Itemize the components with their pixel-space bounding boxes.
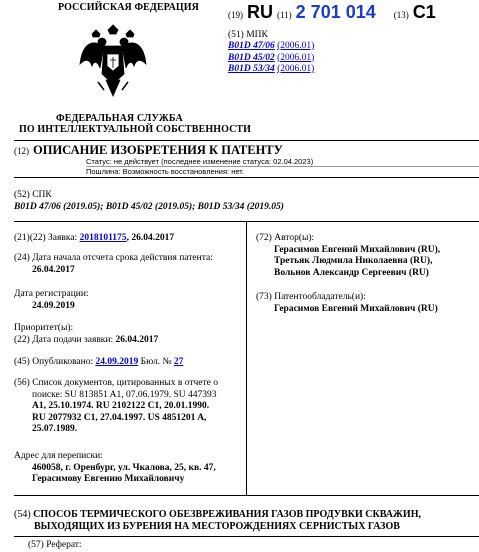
patent-number-link[interactable]: 2 701 014 <box>295 2 376 22</box>
org-name-line1: ФЕДЕРАЛЬНАЯ СЛУЖБА <box>56 113 183 124</box>
kind-code: C1 <box>412 2 436 22</box>
term-start-field: (24) Дата начала отсчета срока действия патента: 26.04.2017 <box>14 253 213 275</box>
priority-field: Приоритет(ы): (22) Дата подачи заявки: 26.04.2017 <box>14 323 159 345</box>
author-name: Третьяк Людмила Николаевна (RU), <box>274 256 433 266</box>
coat-of-arms-emblem <box>78 24 148 102</box>
mpk-item[interactable]: B01D 45/02 (2006.01) <box>228 52 315 63</box>
address-line: 460058, г. Оренбург, ул. Чкалова, 25, кв. 47, <box>32 462 216 473</box>
owner-field: (73) Патентообладатель(и): Герасимов Евгений Михайлович (RU) <box>256 292 438 314</box>
correspondence-address: Адрес для переписки: 460058, г. Оренбург, ул. Чкалова, 25, кв. 47, Герасимову Евгению Михайловичу <box>14 451 216 484</box>
document-title: (12) ОПИСАНИЕ ИЗОБРЕТЕНИЯ К ПАТЕНТУ <box>14 143 283 157</box>
cited-line: 25.07.1989. <box>32 424 78 434</box>
country-code: RU <box>247 2 273 22</box>
cited-line: A1, 25.10.1974. RU 2102122 C1, 20.01.1990. <box>32 401 210 411</box>
org-name-line2: ПО ИНТЕЛЛЕКТУАЛЬНОЙ СОБСТВЕННОСТИ <box>19 124 252 135</box>
abstract-label: (57) Реферат: <box>28 540 82 550</box>
registration-field: Дата регистрации: 24.09.2019 <box>14 289 89 311</box>
publication-field: (45) Опубликовано: 24.09.2019 Бюл. № 27 <box>14 357 184 367</box>
mpk-item[interactable]: B01D 53/34 (2006.01) <box>228 64 315 74</box>
authors-field: (72) Автор(ы): Герасимов Евгений Михайлович (RU), Третьяк Людмила Николаевна (RU), Вольнов Александр Сергеевич (RU) <box>256 233 441 278</box>
code-19: (19) <box>228 10 243 20</box>
mpk-code: (51) <box>228 30 244 40</box>
bulletin-number-link[interactable]: 27 <box>173 357 184 367</box>
address-line: Герасимову Евгению Михайловичу <box>32 474 185 484</box>
author-name: Герасимов Евгений Михайлович (RU), <box>274 244 441 255</box>
application-field: (21)(22) Заявка: 2018101175, 26.04.2017 <box>14 233 175 243</box>
code-11: (11) <box>277 10 292 20</box>
code-13: (13) <box>393 10 409 20</box>
mpk-heading <box>228 30 268 42</box>
mpk-item[interactable]: B01D 47/06 (2006.01) <box>228 41 315 51</box>
owner-name: Герасимов Евгений Михайлович (RU) <box>274 303 438 314</box>
fee-text: Пошлина: Возможность восстановления: нет. <box>86 166 244 176</box>
spk-heading: (52) СПК <box>14 190 52 200</box>
country-name: РОССИЙСКАЯ ФЕДЕРАЦИЯ <box>58 2 200 13</box>
patent-number-line <box>228 2 436 23</box>
author-name: Вольнов Александр Сергеевич (RU) <box>274 267 429 278</box>
cited-documents: (56) Список документов, цитированных в отчете о поиске: SU 813851 A1, 07.06.1979. SU 447393 A1, 25.10.1974. RU 2102122 C1, 20.01.1990. RU 2077932 C1, 27.04.1997. US 4851201 A, 25.07.1989. <box>14 378 246 436</box>
publication-date-link[interactable]: 24.09.2019 <box>95 357 139 367</box>
spk-list: B01D 47/06 (2019.05); B01D 45/02 (2019.05); B01D 53/34 (2019.05) <box>14 202 284 212</box>
invention-title: (54) СПОСОБ ТЕРМИЧЕСКОГО ОБЕЗВРЕЖИВАНИЯ ГАЗОВ ПРОДУВКИ СКВАЖИН, ВЫХОДЯЩИХ ИЗ БУРЕНИЯ НА МЕСТОРОЖДЕНИЯХ СЕРНИСТЫХ ГАЗОВ <box>14 509 421 532</box>
cited-line: поиске: SU 813851 A1, 07.06.1979. SU 447393 <box>32 389 217 400</box>
cited-line: RU 2077932 C1, 27.04.1997. US 4851201 A, <box>32 412 207 423</box>
application-number-link[interactable]: 2018101175 <box>79 233 127 243</box>
status-text: Статус: не действует (последнее изменение статуса: 02.04.2023) <box>86 157 314 166</box>
mpk-label: МПК <box>246 30 268 40</box>
mpk-list <box>228 41 314 76</box>
